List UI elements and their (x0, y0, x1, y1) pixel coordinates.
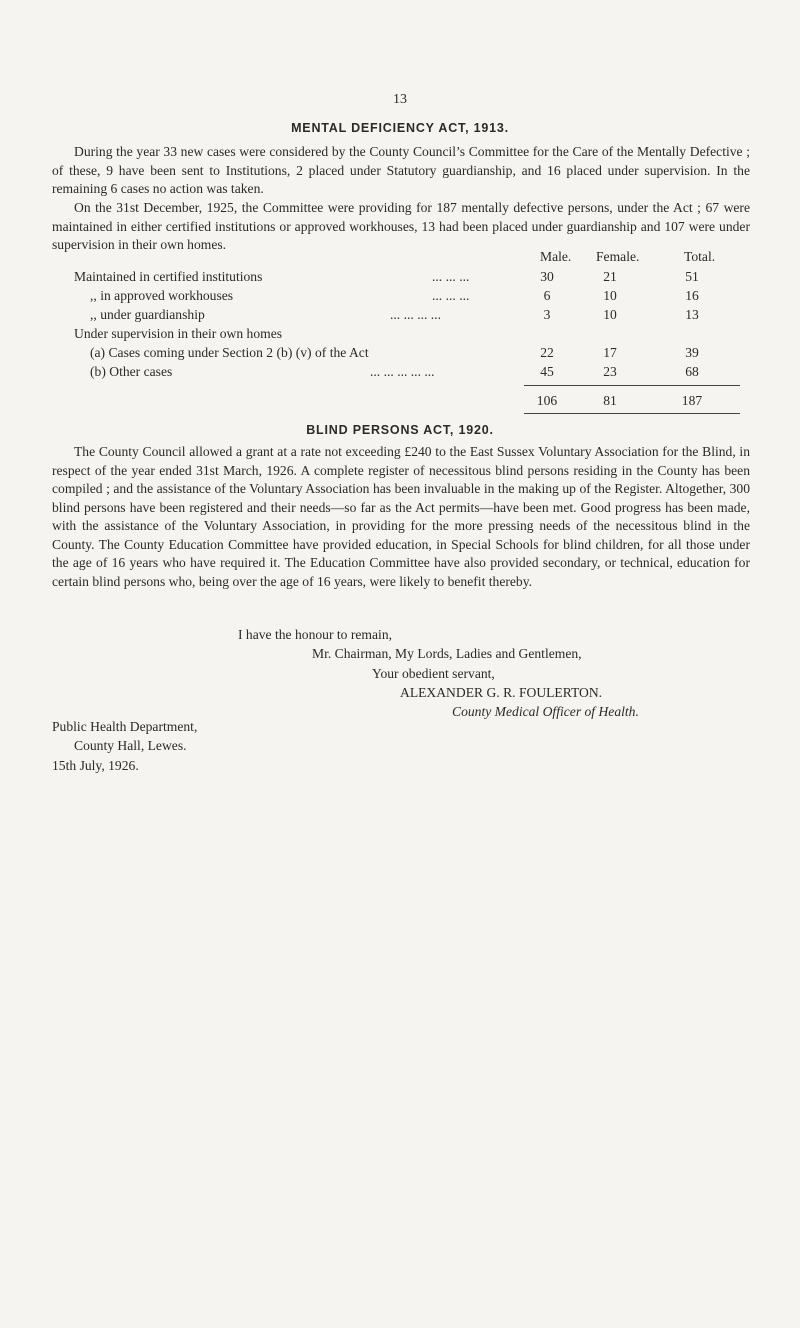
cell-female: 23 (603, 364, 617, 379)
blind-persons-para: The County Council allowed a grant at a rate not exceeding £240 to the East Sussex Voluntary Association for the Blind, in respect of the year ended 31st March, 1926. A complete register of necessitous blind persons residing in the County has been compiled ; and the assistance of the Voluntary Association has been invaluable in the making up of the Register. Altogether, 300 blind persons have been registered and their needs—so far as the Act permits—have been met. Good progress has been made, with the assistance of the Voluntary Association, in providing for the more pressing needs of the necessitous blind in the County. The County Education Committee have provided education, in Special Schools for blind children, for all those under the age of 16 years who have required it. The Education Committee have also provided secondary, or technical, education for certain blind persons who, being over the age of 16 years, were likely to benefit thereby. (52, 444, 750, 589)
total-male: 106 (536, 393, 558, 408)
closing-line-2: Mr. Chairman, My Lords, Ladies and Gentlemen, (312, 646, 582, 661)
mental-deficiency-para-2: On the 31st December, 1925, the Committee were providing for 187 mentally defective persons, under the Act ; 67 were maintained in either certified institutions or approved workhouses, 13 had been placed under guardianship and 107 were under supervision in their own homes. (52, 200, 750, 252)
row-label: Under supervision in their own homes (74, 326, 283, 341)
total-total: 187 (681, 393, 703, 408)
cell-total: 51 (685, 269, 699, 284)
address-line-1: Public Health Department, (52, 719, 198, 734)
page-number: 13 (393, 92, 407, 107)
row-label: (b) Other cases (90, 364, 173, 379)
cell-total: 68 (685, 364, 699, 379)
signatory-title: County Medical Officer of Health. (452, 704, 639, 719)
cell-female: 17 (603, 345, 617, 360)
row-label: Maintained in certified institutions (74, 269, 263, 284)
letter-date: 15th July, 1926. (52, 758, 139, 773)
cell-male: 30 (540, 269, 554, 284)
row-label: ,, in approved workhouses (90, 288, 234, 303)
closing-line-1: I have the honour to remain, (238, 627, 393, 642)
header-female: Female. (596, 249, 640, 264)
row-dots: ... ... ... (432, 269, 470, 284)
total-female: 81 (603, 393, 617, 408)
cell-male: 6 (543, 288, 551, 303)
row-dots: ... ... ... ... (390, 307, 441, 322)
signatory-name: ALEXANDER G. R. FOULERTON. (400, 685, 603, 700)
cell-female: 21 (603, 269, 617, 284)
cell-total: 39 (685, 345, 699, 360)
header-male: Male. (540, 249, 572, 264)
cell-male: 22 (540, 345, 554, 360)
mental-deficiency-para-1: During the year 33 new cases were considered by the County Council’s Committee for the Care of the Mentally Defective ; of these, 9 have been sent to Institutions, 2 placed under Statutory guardianship, and 16 placed under supervision. In the remaining 6 cases no action was taken. (52, 144, 750, 196)
address-line-2: County Hall, Lewes. (74, 738, 187, 753)
total-rule-top (524, 385, 740, 386)
mental-deficiency-heading: MENTAL DEFICIENCY ACT, 1913. (291, 121, 509, 135)
closing-line-3: Your obedient servant, (372, 666, 495, 681)
cell-total: 13 (685, 307, 699, 322)
blind-persons-heading: BLIND PERSONS ACT, 1920. (306, 423, 494, 437)
row-dots: ... ... ... (432, 288, 470, 303)
cell-male: 45 (540, 364, 554, 379)
cell-male: 3 (543, 307, 551, 322)
row-label: (a) Cases coming under Section 2 (b) (v) of the Act (90, 345, 369, 360)
row-dots: ... ... ... ... ... (370, 364, 435, 379)
cell-female: 10 (603, 307, 617, 322)
cell-female: 10 (603, 288, 617, 303)
cell-total: 16 (685, 288, 699, 303)
total-rule-bottom (524, 413, 740, 414)
header-total: Total. (684, 249, 716, 264)
row-label: ,, under guardianship (90, 307, 205, 322)
